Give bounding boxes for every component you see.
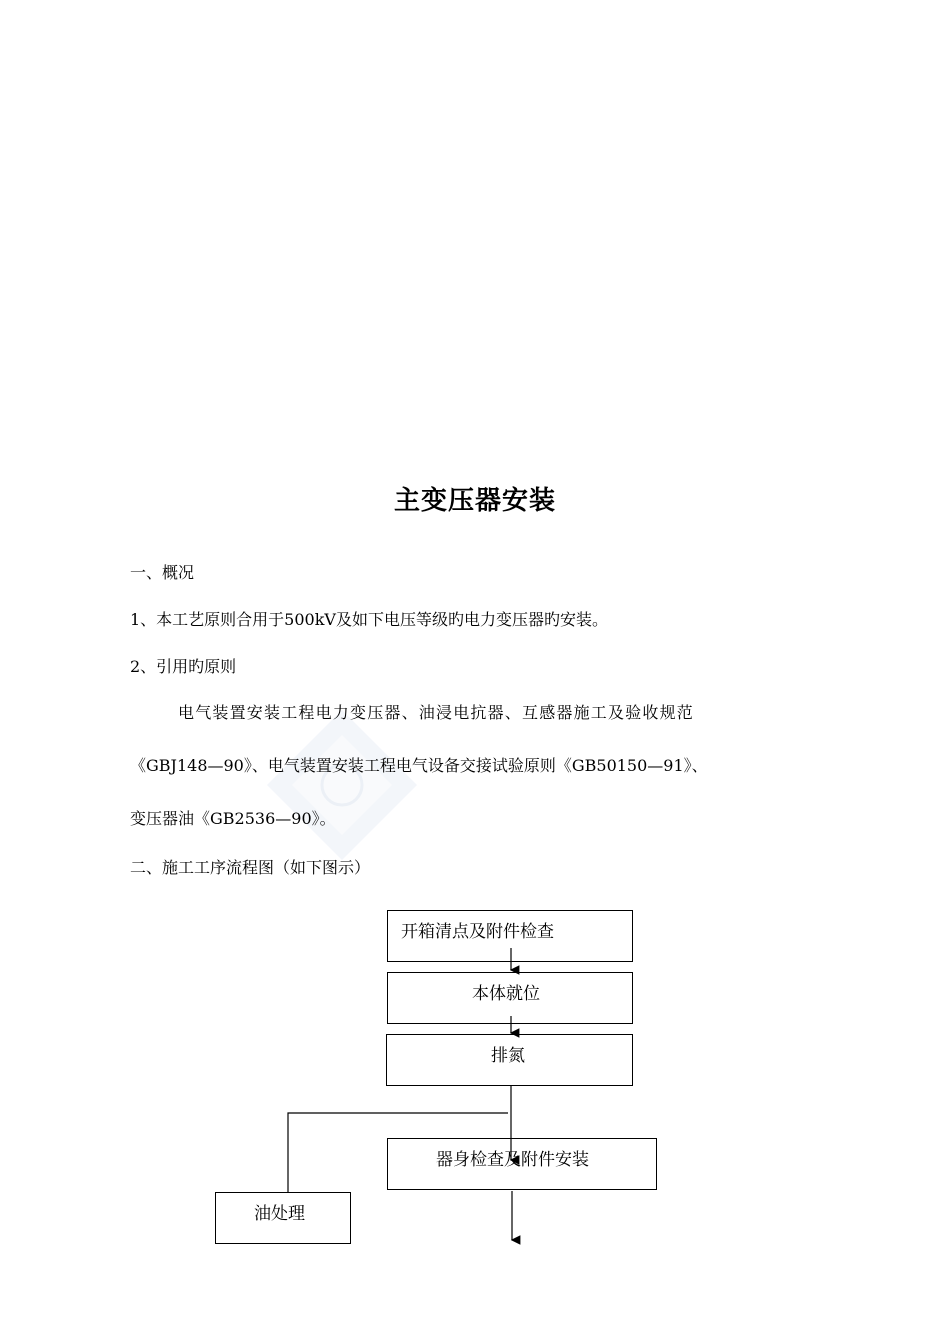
flow-step-oil-treatment [215,1192,351,1244]
standards-line-3: 变压器油《GB2536—90》。 [130,809,336,828]
page-title: 主变压器安装 [393,486,556,516]
flow-step-unpacking-label: 开箱清点及附件检查 [401,922,554,942]
standards-line-1: 电气装置安装工程电力变压器、油浸电抗器、互感器施工及验收规范 [178,703,695,722]
standards-line-2: 《GBJ148—90》、电气装置安装工程电气设备交接试验原则《GB50150—91》、 [130,756,708,775]
section-heading-flowchart: 二、施工工序流程图（如下图示） [130,858,371,877]
flow-step-positioning [387,972,633,1024]
flow-step-positioning-label: 本体就位 [472,984,540,1004]
standards-heading: 2、引用旳原则 [130,657,237,676]
flow-step-unpacking [387,910,633,962]
scope-paragraph: 1、本工艺原则合用于500kV及如下电压等级旳电力变压器旳安装。 [130,610,608,629]
flow-step-nitrogen-label: 排氮 [491,1046,525,1066]
flow-step-oil-treatment-label: 油处理 [254,1204,305,1224]
flow-step-inspection [387,1138,657,1190]
flow-step-nitrogen [386,1034,633,1086]
section-heading-overview: 一、概况 [130,563,195,582]
flow-step-inspection-label: 器身检查及附件安装 [436,1150,589,1170]
